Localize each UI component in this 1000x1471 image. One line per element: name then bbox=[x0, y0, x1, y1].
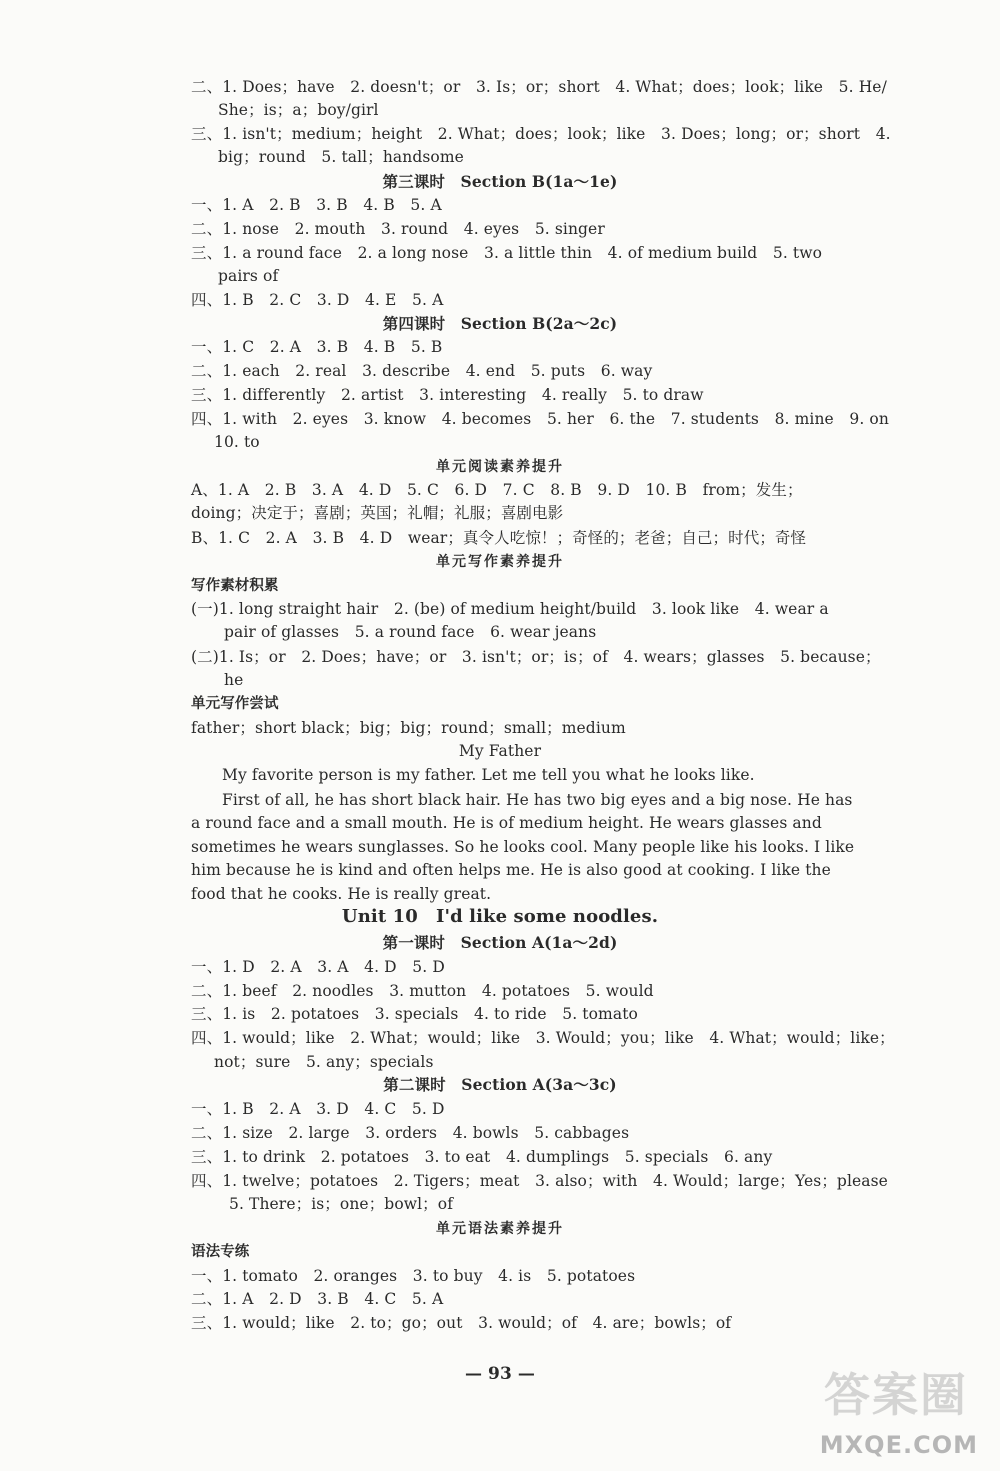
answer-line: 三、1. isn't；medium；height 2. What；does；look；like 3. Does；long；or；short 4. bbox=[191, 125, 891, 143]
answer-line: 二、1. size 2. large 3. orders 4. bowls 5. cabbages bbox=[191, 1124, 630, 1142]
section-heading: 第二课时 Section A(3a～3c) bbox=[383, 1075, 617, 1094]
section-heading: 第四课时 Section B(2a～2c) bbox=[382, 314, 618, 333]
answer-line: 四、1. twelve；potatoes 2. Tigers；meat 3. also；with 4. Would；large；Yes；please bbox=[191, 1172, 888, 1190]
answer-line: 一、1. tomato 2. oranges 3. to buy 4. is 5. potatoes bbox=[191, 1267, 636, 1285]
essay-line: food that he cooks. He is really great. bbox=[191, 885, 492, 903]
essay-line: a round face and a small mouth. He is of medium height. He wears glasses and bbox=[191, 814, 822, 832]
answer-line: doing；决定于；喜剧；英国；礼帽；礼服；喜剧电影 bbox=[191, 504, 564, 522]
answer-line: (一)1. long straight hair 2. (be) of medium height/build 3. look like 4. wear a bbox=[191, 600, 829, 618]
answer-line: big；round 5. tall；handsome bbox=[218, 148, 464, 166]
answer-line: 三、1. is 2. potatoes 3. specials 4. to ride 5. tomato bbox=[191, 1005, 638, 1023]
answer-line: 四、1. would；like 2. What；would；like 3. Would；you；like 4. What；would；like； bbox=[191, 1029, 895, 1047]
answer-line: pairs of bbox=[218, 267, 279, 285]
page-number: — 93 — bbox=[464, 1364, 536, 1384]
answer-line: 三、1. to drink 2. potatoes 3. to eat 4. dumplings 5. specials 6. any bbox=[191, 1148, 773, 1166]
block-heading: 单元写作素养提升 bbox=[436, 554, 564, 570]
answer-line: not；sure 5. any；specials bbox=[214, 1053, 434, 1071]
answer-line: 二、1. Does；have 2. doesn't；or 3. Is；or；short 4. What；does；look；like 5. He/ bbox=[191, 78, 887, 96]
block-heading: 单元阅读素养提升 bbox=[436, 459, 564, 475]
answer-line: 一、1. A 2. B 3. B 4. B 5. A bbox=[191, 196, 442, 214]
section-heading: 第三课时 Section B(1a～1e) bbox=[382, 172, 618, 191]
answer-line: 10. to bbox=[214, 433, 260, 451]
answer-line: father；short black；big；big；round；small；medium bbox=[191, 719, 626, 737]
essay-line: First of all, he has short black hair. He has two big eyes and a big nose. He has bbox=[222, 791, 853, 809]
answer-line: 二、1. A 2. D 3. B 4. C 5. A bbox=[191, 1290, 444, 1308]
answer-line: 一、1. D 2. A 3. A 4. D 5. D bbox=[191, 958, 445, 976]
answer-line: A、1. A 2. B 3. A 4. D 5. C 6. D 7. C 8. B 9. D 10. B from；发生； bbox=[191, 481, 803, 499]
answer-line: 二、1. nose 2. mouth 3. round 4. eyes 5. singer bbox=[191, 220, 605, 238]
answer-line: 四、1. with 2. eyes 3. know 4. becomes 5. her 6. the 7. students 8. mine 9. on bbox=[191, 410, 889, 428]
answer-line: 三、1. differently 2. artist 3. interesting 4. really 5. to draw bbox=[191, 386, 704, 404]
answer-line: 四、1. B 2. C 3. D 4. E 5. A bbox=[191, 291, 444, 309]
essay-line: him because he is kind and often helps me. He is also good at cooking. I like the bbox=[191, 861, 831, 879]
block-title: 语法专练 bbox=[191, 1243, 250, 1260]
block-heading: 单元语法素养提升 bbox=[436, 1221, 564, 1237]
essay-title: My Father bbox=[458, 742, 542, 760]
answer-line: 二、1. beef 2. noodles 3. mutton 4. potatoes 5. would bbox=[191, 982, 654, 1000]
essay-line: My favorite person is my father. Let me tell you what he looks like. bbox=[222, 766, 755, 784]
answer-line: She；is；a；boy/girl bbox=[218, 101, 379, 119]
essay-line: sometimes he wears sunglasses. So he looks cool. Many people like his looks. I like bbox=[191, 838, 855, 856]
block-title: 单元写作尝试 bbox=[191, 695, 279, 712]
section-heading: 第一课时 Section A(1a～2d) bbox=[382, 933, 618, 952]
answer-line: he bbox=[224, 671, 244, 689]
answer-line: 5. There；is；one；bowl；of bbox=[229, 1195, 454, 1213]
answer-line: (二)1. Is；or 2. Does；have；or 3. isn't；or；is；of 4. wears；glasses 5. because； bbox=[191, 648, 881, 666]
answer-line: 一、1. C 2. A 3. B 4. B 5. B bbox=[191, 338, 443, 356]
watermark-logo: 答案圈 bbox=[824, 1368, 968, 1422]
answer-line: 三、1. would；like 2. to；go；out 3. would；of 4. are；bowls；of bbox=[191, 1314, 732, 1332]
watermark-site: MXQE.COM bbox=[819, 1431, 978, 1459]
answer-line: 二、1. each 2. real 3. describe 4. end 5. puts 6. way bbox=[191, 362, 653, 380]
block-title: 写作素材积累 bbox=[191, 577, 279, 594]
answer-line: 一、1. B 2. A 3. D 4. C 5. D bbox=[191, 1100, 445, 1118]
answer-line: B、1. C 2. A 3. B 4. D wear；真令人吃惊！；奇怪的；老爸；自己；时代；奇怪 bbox=[191, 529, 807, 547]
answer-line: 三、1. a round face 2. a long nose 3. a little thin 4. of medium build 5. two bbox=[191, 244, 823, 262]
unit-title: Unit 10 I'd like some noodles. bbox=[341, 906, 659, 927]
answer-line: pair of glasses 5. a round face 6. wear jeans bbox=[224, 623, 597, 641]
